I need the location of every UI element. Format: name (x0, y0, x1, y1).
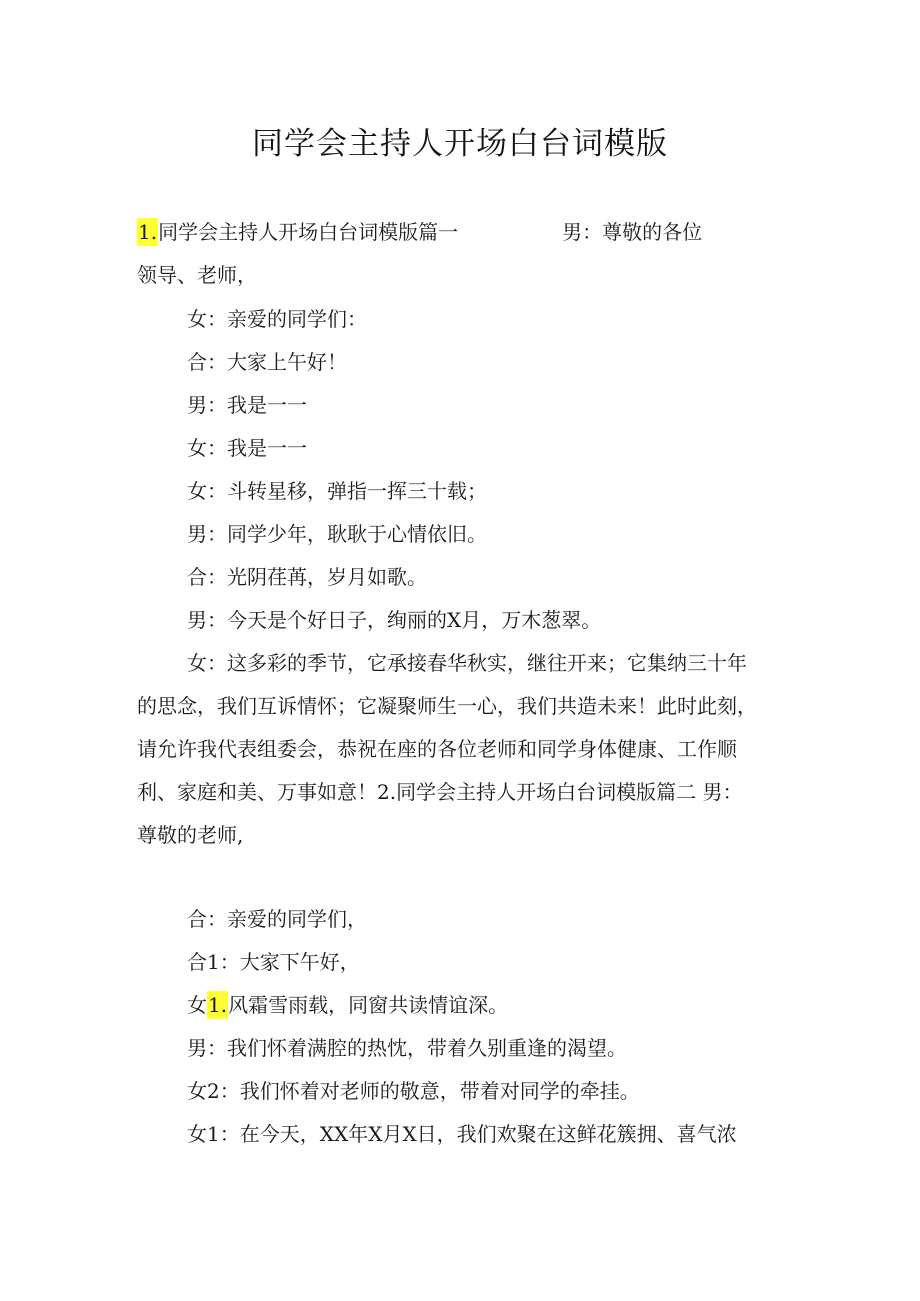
dialogue-line: 女：斗转星移，弹指一挥三十载； (187, 479, 487, 503)
paragraph-line: 利、家庭和美、万事如意！2.同学会主持人开场白台词模版篇二 男： (137, 780, 743, 804)
dialogue-line: 男：同学少年，耿耿于心情依旧。 (187, 522, 487, 546)
dialogue-line: 女2：我们怀着对老师的敬意，带着对同学的牵挂。 (187, 1079, 640, 1103)
highlighted-marker: 1. (208, 993, 228, 1017)
speaker-label: 女 (187, 993, 207, 1017)
document-title: 同学会主持人开场白台词模版 (252, 126, 668, 162)
dialogue-line: 合：光阴荏苒，岁月如歌。 (187, 565, 427, 589)
dialogue-line: 女：亲爱的同学们： (187, 307, 367, 331)
paragraph-line: 的思念，我们互诉情怀；它凝聚师生一心，我们共造未来！此时此刻， (137, 694, 757, 718)
dialogue-line: 男：我们怀着满腔的热忱，带着久别重逢的渴望。 (187, 1036, 627, 1060)
dialogue-line: 合：亲爱的同学们， (187, 907, 367, 931)
dialogue-line: 女：这多彩的季节，它承接春华秋实，继往开来；它集纳三十年 (187, 651, 747, 675)
section-heading: 同学会主持人开场白台词模版篇一 (158, 220, 459, 244)
paragraph-line: 请允许我代表组委会，恭祝在座的各位老师和同学身体健康、工作顺 (137, 737, 737, 761)
dialogue-line (187, 991, 508, 1019)
dialogue-line: 男：今天是个好日子，绚丽的X月，万木葱翠。 (187, 608, 602, 632)
dialogue-line: 女：我是一一 (187, 436, 307, 460)
paragraph-line: 尊敬的老师, (137, 823, 244, 847)
paragraph-line-1 (137, 218, 702, 246)
dialogue-text: 风霜雪雨载，同窗共读情谊深。 (228, 993, 509, 1017)
dialogue-line: 合：大家上午好！ (187, 350, 347, 374)
dialogue-line: 男：我是一一 (187, 393, 307, 417)
paragraph-line-2: 领导、老师， (137, 263, 257, 287)
dialogue-line: 合1：大家下午好， (187, 950, 360, 974)
line-tail: 男：尊敬的各位 (562, 220, 703, 244)
dialogue-line: 女1：在今天，XX年X月X日，我们欢聚在这鲜花簇拥、喜气浓 (187, 1122, 737, 1146)
highlighted-marker: 1. (138, 220, 158, 244)
